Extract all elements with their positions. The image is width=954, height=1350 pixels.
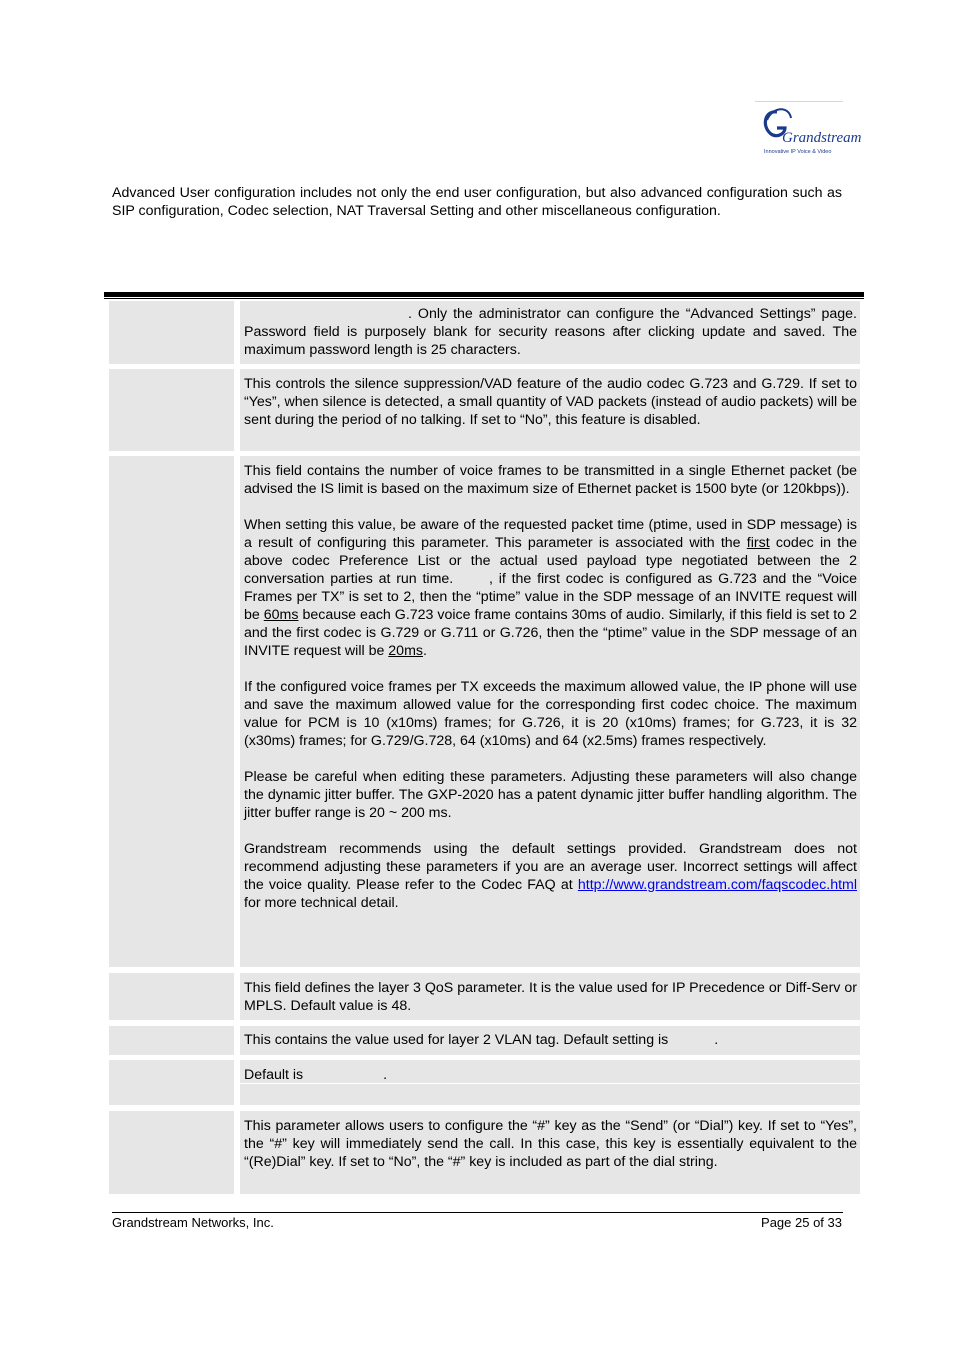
row-description: This parameter allows users to configure the “#” key as the “Send” (or “Dial”) key. If set to “Yes”, the “#” key will immediately send the call. In this case, this key is essentially equivalent to the “(Re)Dial” key. If set to “No”, the “#” key is included as part of the dial string. (244, 1118, 857, 1170)
row-description: This field defines the layer 3 QoS parameter. It is the value used for IP Precedence or Diff-Serv or MPLS. Default value is 48. (244, 980, 857, 1014)
row-label-cell (109, 301, 234, 364)
voice-frames-paragraph-2: When setting this value, be aware of the requested packet time (ptime, used in SDP message) is a result of configuring this parameter. This parameter is associated with the first codec in the above codec Preference List or the actual used payload type negotiated between the 2 conversation parties at run time. , if the first codec is configured as G.723 and the “Voice Frames per TX” is set to 2, then the “ptime” value in the SDP message of an INVITE request will be 60ms because each G.723 voice frame contains 30ms of audio. Similarly, if this field is set to 2 and the first codec is G.729 or G.711 or G.726, then the “ptime” value in the SDP message of an INVITE request will be 20ms. (244, 517, 857, 659)
voice-frames-paragraph-5: Grandstream recommends using the default settings provided. Grandstream does not recommend adjusting these parameters if you are an average user. Incorrect settings will affect the voice quality. Please refer to the Codec FAQ at http://www.grandstream.com/faqscodec.html for more technical detail. (244, 841, 857, 911)
voice-frames-paragraph-1: This field contains the number of voice frames to be transmitted in a single Ethernet packet (be advised the IS limit is based on the maximum size of Ethernet packet is 1500 byte (or 120kbps)). (244, 463, 857, 497)
row-label-cell (109, 456, 234, 967)
row-label-cell (109, 1111, 234, 1194)
table-top-rule (104, 292, 864, 297)
row-description (244, 462, 857, 912)
voice-frames-paragraph-4: Please be careful when editing these parameters. Adjusting these parameters will also change the dynamic jitter buffer. The GXP-2020 has a patent dynamic jitter buffer handling algorithm. The jitter buffer range is 20 ~ 200 ms. (244, 769, 857, 821)
table-top-rule-thin (104, 298, 864, 299)
row-label-cell (109, 1060, 234, 1105)
voice-frames-paragraph-3: If the configured voice frames per TX exceeds the maximum allowed value, the IP phone will use and save the maximum allowed value for the corresponding first codec choice. The maximum value for PCM is 10 (x10ms) frames; for G.726, it is 20 (x10ms) frames; for G.723, it is 32 (x30ms) frames; for G.729/G.728, 64 (x10ms) and 64 (x2.5ms) frames respectively. (244, 679, 857, 749)
row-label-cell (109, 1026, 234, 1055)
row-label-cell (109, 973, 234, 1020)
row-label-cell (109, 369, 234, 451)
cell-separator (240, 1083, 860, 1084)
row-description: This contains the value used for layer 2 VLAN tag. Default setting is . (244, 1032, 719, 1048)
codec-faq-link[interactable]: http://www.grandstream.com/faqscodec.html (577, 877, 857, 893)
footer-company: Grandstream Networks, Inc. (112, 1215, 274, 1230)
svg-text:Grandstream: Grandstream (782, 130, 862, 146)
svg-text:Innovative IP Voice & Video: Innovative IP Voice & Video (764, 149, 832, 155)
row-description: This controls the silence suppression/VAD feature of the audio codec G.723 and G.729. If set to “Yes”, when silence is detected, a small quantity of VAD packets (instead of audio packets) will be sent during the period of no talking. If set to “No”, this feature is disabled. (244, 376, 857, 428)
footer-page-number: Page 25 of 33 (761, 1215, 842, 1230)
footer-rule (112, 1212, 843, 1213)
grandstream-logo (755, 100, 862, 158)
intro-paragraph: Advanced User configuration includes not only the end user configuration, but also advanced configuration such as SIP configuration, Codec selection, NAT Traversal Setting and other miscellaneous configuration. (112, 185, 842, 219)
row-description: Default is . (244, 1067, 388, 1083)
row-description: . Only the administrator can configure the “Advanced Settings” page. Password field is purposely blank for security reasons after clicking update and saved. The maximum password length is 25 characters. (244, 306, 857, 358)
